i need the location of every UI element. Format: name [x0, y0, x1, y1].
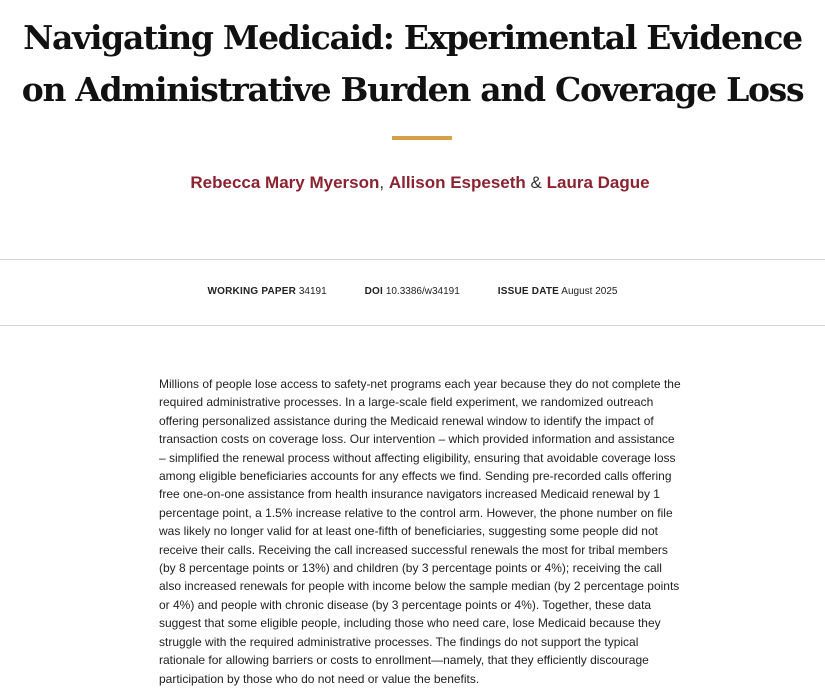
working-paper-meta — [208, 286, 327, 297]
issue-date-meta — [498, 286, 618, 297]
author-list — [175, 171, 665, 194]
doi-label: DOI — [364, 286, 384, 297]
title-accent-bar — [392, 136, 452, 140]
author-separator: , — [379, 173, 389, 192]
paper-metadata — [0, 286, 825, 297]
issue-date-label: ISSUE DATE — [497, 286, 560, 297]
author-link[interactable]: Laura Dague — [546, 173, 650, 192]
doi-meta — [365, 286, 460, 297]
author-link[interactable]: Rebecca Mary Myerson — [190, 173, 380, 192]
issue-date-value: August 2025 — [561, 286, 618, 297]
paper-title: Navigating Medicaid: Experimental Evidence on Administrative Burden and Coverage Loss — [21, 18, 804, 109]
author-separator: & — [525, 173, 547, 192]
divider-bottom — [0, 325, 825, 326]
working-paper-label: WORKING PAPER — [207, 286, 297, 297]
working-paper-number: 34191 — [298, 286, 327, 297]
divider-top — [0, 259, 825, 260]
author-link[interactable]: Allison Espeseth — [388, 173, 526, 192]
abstract-text: Millions of people lose access to safety-net programs each year because they do not complete the required administrative processes. In a large-scale field experiment, we randomized outreach offering personalized assistance during the Medicaid renewal window to identify the impact of transaction costs on coverage loss. Our intervention – which provided information and assistance – simplified the renewal process without affecting eligibility, ensuring that avoidable coverage loss among eligible beneficiaries accounts for any effects we find. Sending pre-recorded calls offering free one-on-one assistance from health insurance navigators increased Medicaid renewal by 1 percentage point, a 1.5% increase relative to the control arm. However, the phone number on file was likely no longer valid for at least one-fifth of beneficiaries, suggesting some people did not receive their calls. Receiving the call increased successful renewals the most for tribal members (by 8 percentage points or 13%) and children (by 3 percentage points or 4%); receiving the call also increased renewals for people with income below the sample median (by 2 percentage points or 4%) and people with chronic disease (by 3 percentage points or 4%). Together, these data suggest that some eligible people, including those who need care, lose Medicaid because they struggle with the required administrative processes. The findings do not support the typical rationale for allowing barriers or costs to enrollment—namely, that they efficiently discourage participation by those who do not need or value the benefits. — [159, 377, 681, 686]
doi-value[interactable]: 10.3386/w34191 — [385, 286, 460, 297]
